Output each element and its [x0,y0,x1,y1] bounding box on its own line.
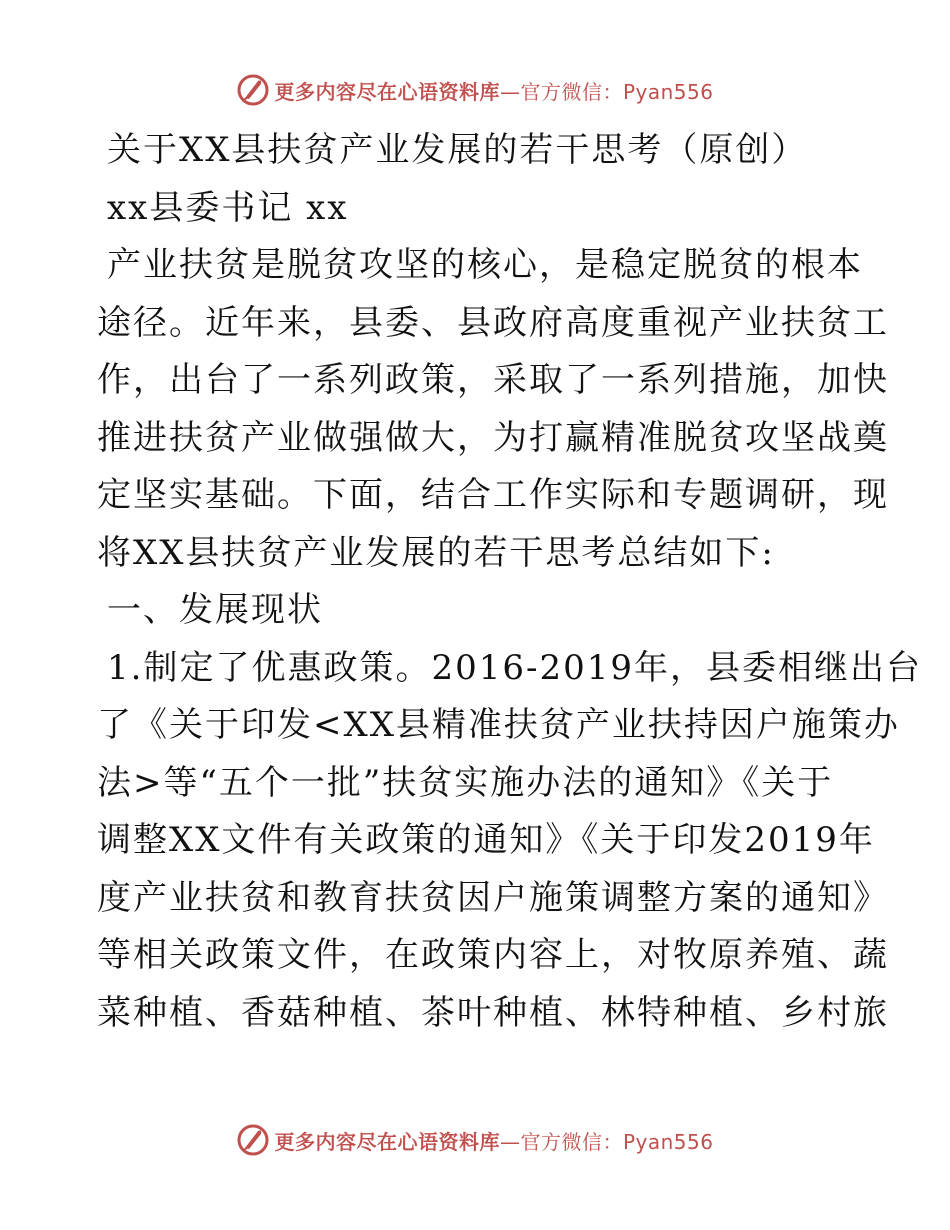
paragraph-line: 等相关政策文件，在政策内容上，对牧原养殖、蔬 [97,935,889,975]
watermark-banner-top [0,70,950,110]
watermark-separator: — [499,1129,521,1154]
paragraph-line: 度产业扶贫和教育扶贫因户施策调整方案的通知》 [97,877,889,918]
paragraph-line: 推进扶贫产业做强做大，为打赢精准脱贫攻坚战奠 [97,417,889,458]
section-paragraph [97,640,922,1043]
document-title: 关于XX县扶贫产业发展的若干思考（原创） [107,130,808,170]
watermark-separator: — [499,79,521,104]
watermark-brand: 更多内容尽在心语资料库 [274,79,500,104]
paragraph-line: 1.制定了优惠政策。2016-2019年，县委相继出台 [107,647,922,688]
watermark-suffix: 官方微信：Pyan556 [520,1129,714,1154]
quill-logo-icon [236,1123,270,1157]
watermark-banner-bottom [0,1120,950,1160]
quill-logo-icon [236,73,270,107]
paragraph-line: 了《关于印发<XX县精准扶贫产业扶持因户施策办 [97,705,900,745]
paragraph-line: 菜种植、香菇种植、茶叶种植、林特种植、乡村旅 [97,992,889,1033]
paragraph-line: 将XX县扶贫产业发展的若干思考总结如下: [97,532,775,573]
paragraph-line: 途径。近年来，县委、县政府高度重视产业扶贫工 [97,302,889,343]
section-heading: 一、发展现状 [107,590,323,630]
paragraph-line: 调整XX文件有关政策的通知》《关于印发2019年 [97,820,875,860]
watermark-brand: 更多内容尽在心语资料库 [274,1129,500,1154]
paragraph-line: 产业扶贫是脱贫攻坚的核心，是稳定脱贫的根本 [107,245,863,285]
paragraph-line: 作，出台了一系列政策，采取了一系列措施，加快 [97,360,889,400]
paragraph-line: 法>等“五个一批”扶贫实施办法的通知》《关于 [97,762,834,803]
watermark-text [274,76,713,105]
document-body [97,122,922,1042]
watermark-text [274,1126,713,1155]
document-author: xx县委书记 xx [107,187,349,228]
paragraph-line: 定坚实基础。下面，结合工作实际和专题调研，现 [97,475,889,515]
intro-paragraph [97,237,889,582]
watermark-suffix: 官方微信：Pyan556 [520,79,714,104]
